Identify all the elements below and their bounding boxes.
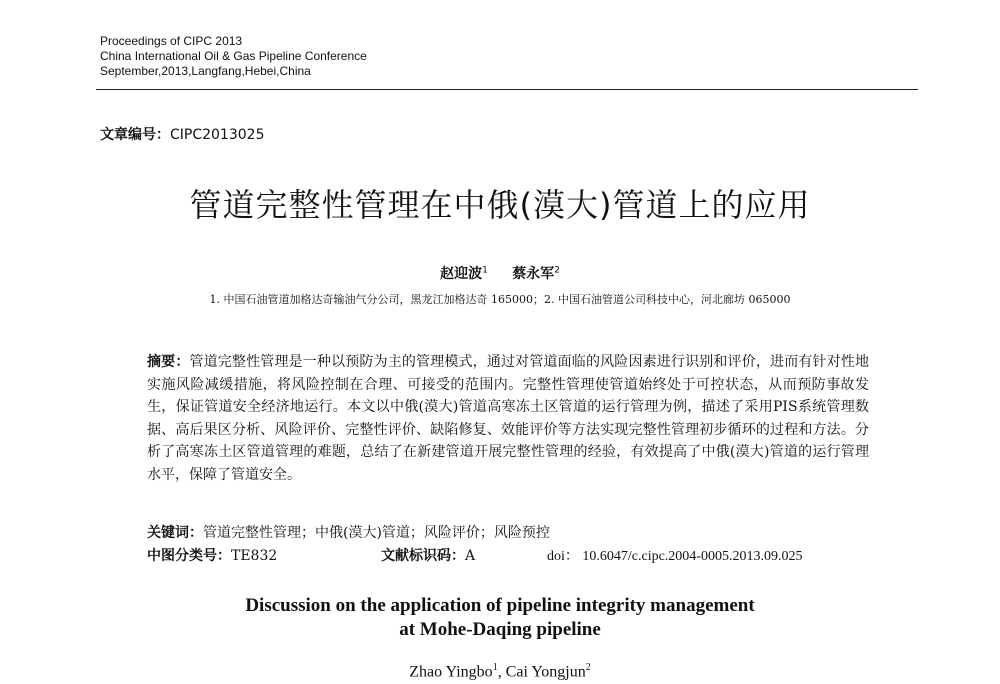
doi-label: doi： xyxy=(547,549,579,564)
article-number-value: CIPC2013025 xyxy=(170,127,265,143)
abstract-label: 摘要： xyxy=(147,354,190,370)
author-name: 蔡永军 xyxy=(512,266,555,282)
english-title-line2: at Mohe-Daqing pipeline xyxy=(399,619,601,640)
author-affil-mark: 2 xyxy=(554,265,560,276)
english-title xyxy=(0,594,1000,642)
english-author-name: Cai Yongjun xyxy=(505,663,586,681)
keywords-text: 管道完整性管理；中俄(漠大)管道；风险评价；风险预控 xyxy=(203,525,550,541)
document-code-label: 文献标识码： xyxy=(381,548,465,564)
author-name: 赵迎波 xyxy=(440,266,483,282)
english-author-affil-mark: 1 xyxy=(492,662,498,673)
clc-label: 中图分类号： xyxy=(147,548,231,564)
document-code-value: A xyxy=(465,548,476,564)
author-affil-mark: 1 xyxy=(482,265,488,276)
keywords-label: 关键词： xyxy=(147,525,203,541)
english-author-separator: , xyxy=(497,663,506,681)
paper-title: 管道完整性管理在中俄(漠大)管道上的应用 xyxy=(189,186,811,224)
english-title-line1: Discussion on the application of pipeline integrity management xyxy=(245,595,755,616)
authors-cn xyxy=(0,263,1000,283)
clc-value: TE832 xyxy=(231,548,278,564)
article-number-label: 文章编号： xyxy=(100,127,170,143)
english-authors xyxy=(0,662,1000,681)
english-author-affil-mark: 2 xyxy=(585,662,591,673)
header-proceedings: Proceedings of CIPC 2013 xyxy=(100,34,243,48)
header-date-location: September,2013,Langfang,Hebei,China xyxy=(100,64,311,78)
clc-code xyxy=(147,548,277,564)
header-rule xyxy=(96,89,918,90)
classification-line xyxy=(147,545,869,565)
keywords xyxy=(147,522,550,542)
abstract xyxy=(147,351,869,486)
affiliations: 1. 中国石油管道加格达奇输油气分公司，黑龙江加格达奇 165000；2. 中国石油管道公司科技中心，河北廊坊 065000 xyxy=(209,293,791,306)
doi xyxy=(547,545,802,565)
doi-value: 10.6047/c.cipc.2004-0005.2013.09.025 xyxy=(582,549,803,564)
english-author-name: Zhao Yingbo xyxy=(409,663,493,681)
header-conference: China International Oil & Gas Pipeline Conference xyxy=(100,49,367,63)
article-number xyxy=(100,124,264,144)
abstract-text: 管道完整性管理是一种以预防为主的管理模式，通过对管道面临的风险因素进行识别和评价，进而有针对性地实施风险减缓措施，将风险控制在合理、可接受的范围内。完整性管理使管道始终处于可控状态，从而预防事故发生，保证管道安全经济地运行。本文以中俄(漠大)管道高寒冻土区管道的运行管理为例，描述了采用PIS系统管理数据、高后果区分析、风险评价、完整性评价、缺陷修复、效能评价等方法实现完整性管理初步循环的过程和方法。分析了高寒冻土区管道管理的难题，总结了在新建管道开展完整性管理的经验，有效提高了中俄(漠大)管道的运行管理水平，保障了管道安全。 xyxy=(147,354,870,483)
document-code xyxy=(381,545,475,565)
